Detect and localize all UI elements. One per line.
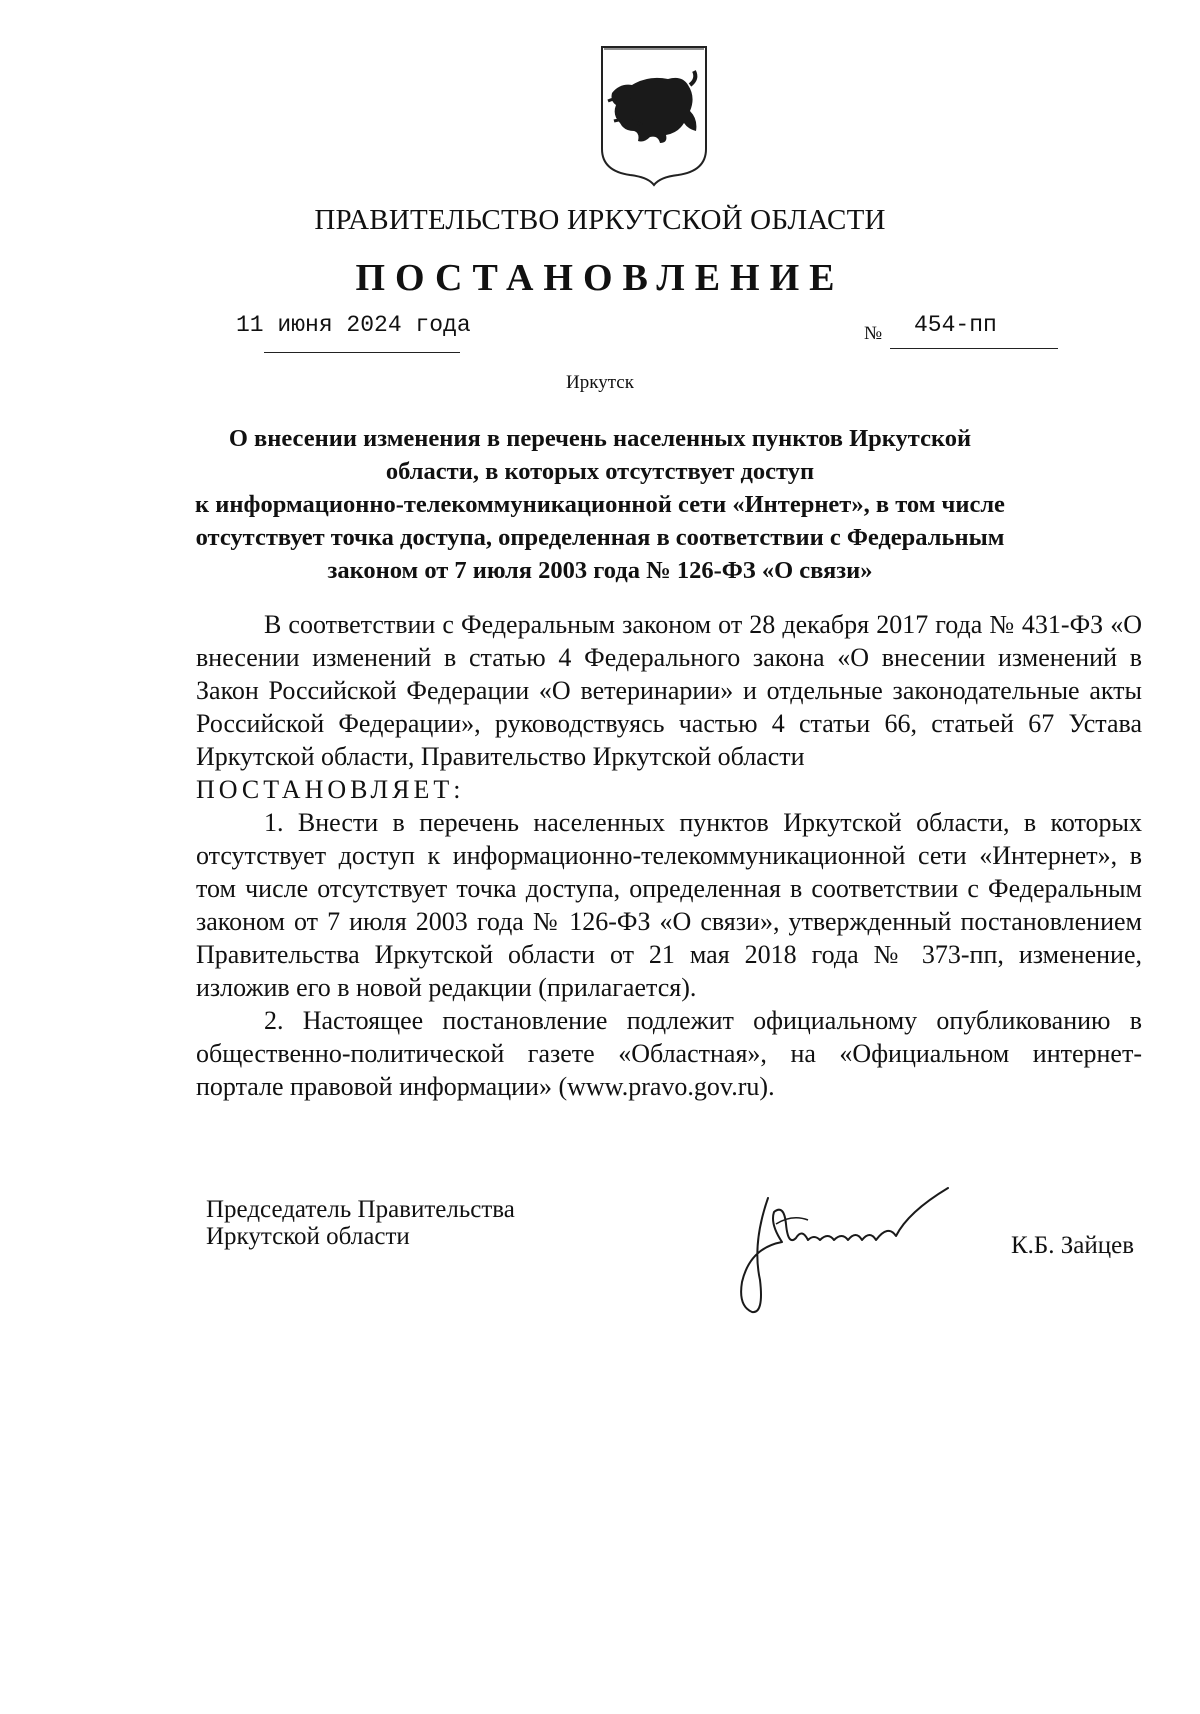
item-2-paragraph: 2. Настоящее постановление подлежит официальному опубликованию в общественно-политической газете «Областная», на «Официальном интернет-портале правовой информации» (www.pravo.gov.ru). (196, 1006, 1142, 1101)
document-body (196, 608, 1142, 1103)
organization-name: ПРАВИТЕЛЬСТВО ИРКУТСКОЙ ОБЛАСТИ (314, 204, 886, 236)
item-1-paragraph: 1. Внести в перечень населенных пунктов Иркутской области, в которых отсутствует доступ к информационно-телекоммуникационной сети «Интернет», в том числе отсутствует точка доступа, определенная в соответствии с Федеральным законом от 7 июля 2003 года № 126-ФЗ «О связи», утвержденный постановлением Правительства Иркутской области от 21 мая 2018 года № 373-пп, изменение, изложив его в новой редакции (прилагается). (196, 808, 1142, 1002)
signer-name: К.Б. Зайцев (1011, 1232, 1135, 1259)
title-line: законом от 7 июля 2003 года № 126-ФЗ «О связи» (327, 557, 873, 584)
number-underline (890, 348, 1058, 349)
date-underline (264, 352, 460, 353)
title-line: области, в которых отсутствует доступ (385, 458, 815, 485)
title-line: к информационно-телекоммуникационной сети «Интернет», в том числе (195, 491, 1005, 518)
signer-position-line: Иркутской области (206, 1223, 410, 1250)
title-line: О внесении изменения в перечень населенных пунктов Иркутской (228, 425, 972, 452)
document-date: 11 июня 2024 года (236, 312, 471, 338)
preamble-paragraph: В соответствии с Федеральным законом от 28 декабря 2017 года № 431-ФЗ «О внесении изменений в статью 4 Федерального закона «О внесении изменений в Закон Российской Федерации «О ветеринарии» и отдельные законодательные акты Российской Федерации», руководствуясь частью 4 статьи 66, статьей 67 Устава Иркутской области, Правительство Иркутской области (196, 610, 1142, 771)
signer-position (206, 1196, 515, 1250)
document-type: ПОСТАНОВЛЕНИЕ (355, 257, 845, 299)
document-number: 454-пп (914, 312, 997, 338)
coat-of-arms-icon (598, 45, 710, 187)
number-sign: № (864, 323, 883, 344)
signer-position-line: Председатель Правительства (206, 1196, 515, 1223)
document-title (150, 422, 1050, 587)
title-line: отсутствует точка доступа, определенная в соответствии с Федеральным (195, 524, 1005, 551)
decree-heading: ПОСТАНОВЛЯЕТ: (196, 775, 465, 804)
document-city: Иркутск (566, 372, 634, 393)
handwritten-signature (712, 1184, 962, 1324)
